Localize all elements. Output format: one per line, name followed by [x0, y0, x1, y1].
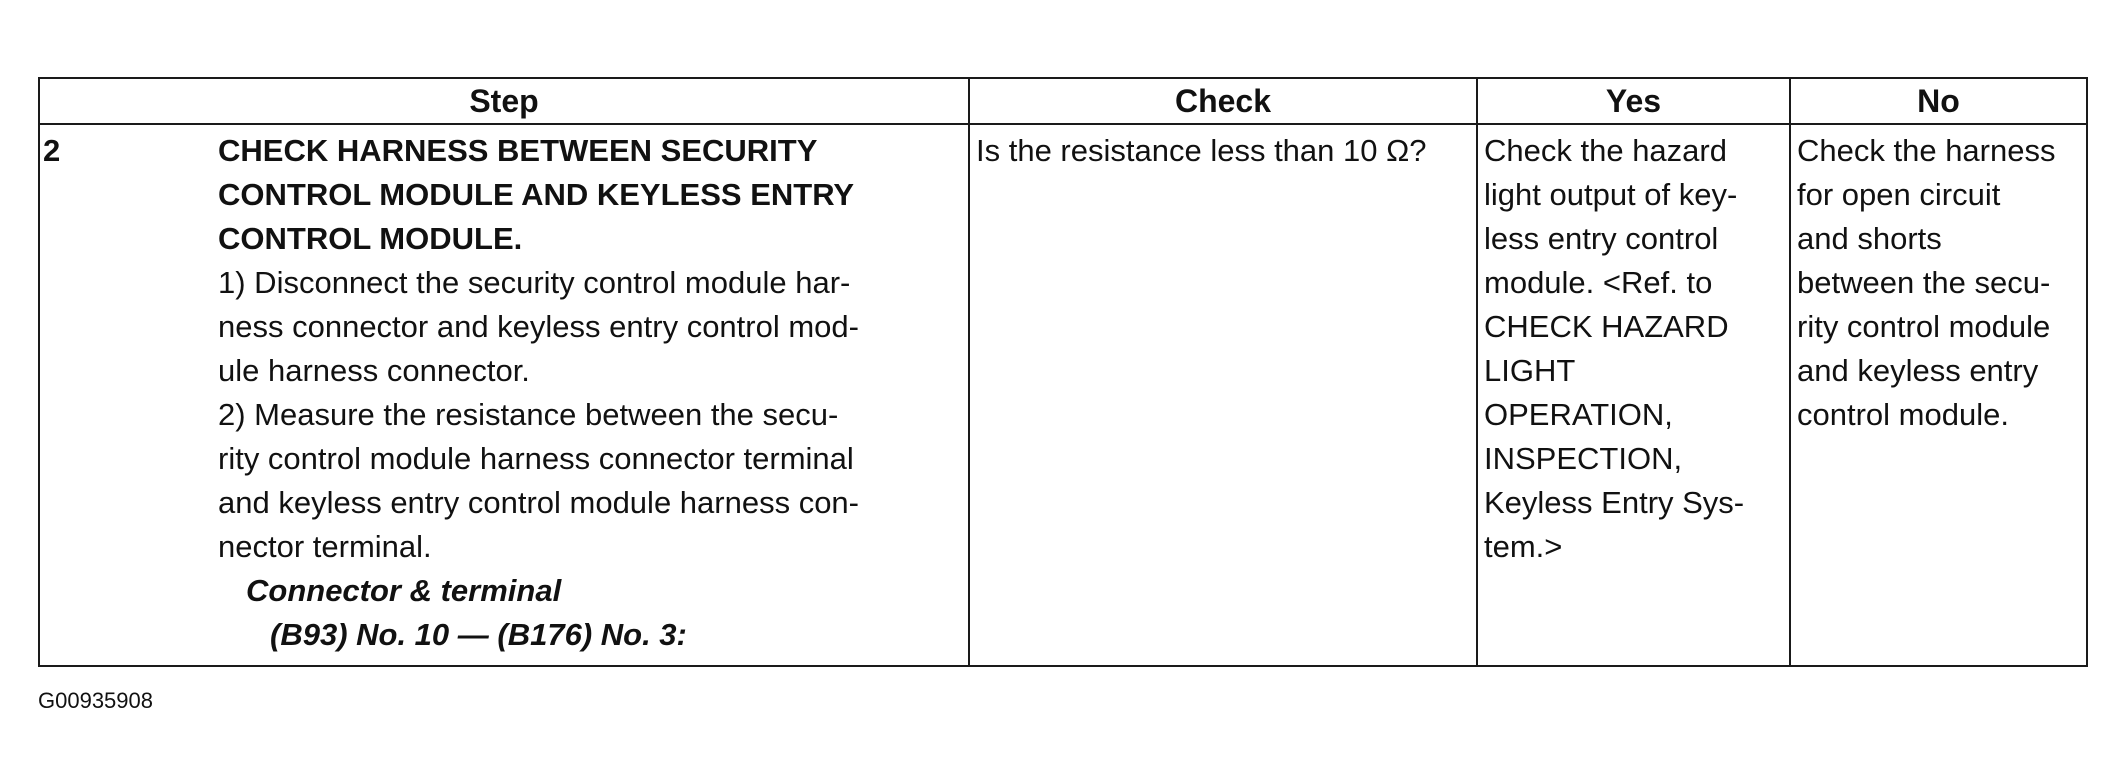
step-instruction-line: nector terminal. — [218, 529, 432, 564]
step-instruction-line: and keyless entry control module harness con- — [218, 485, 859, 520]
check-cell — [969, 124, 1477, 666]
table-header-row — [39, 78, 2087, 124]
no-action-line: and shorts — [1797, 221, 1942, 256]
no-action-line: for open circuit — [1797, 177, 2001, 212]
diagnostic-step-table — [38, 77, 2088, 667]
check-question: Is the resistance less than 10 Ω? — [976, 133, 1427, 168]
table-row — [39, 124, 2087, 666]
step-instruction-line: ness connector and keyless entry control mod- — [218, 309, 859, 344]
no-action-line: and keyless entry — [1797, 353, 2039, 388]
yes-action-line: LIGHT — [1484, 353, 1576, 388]
step-instruction-line: ule harness connector. — [218, 353, 530, 388]
yes-action-line: tem.> — [1484, 529, 1563, 564]
yes-action-line: less entry control — [1484, 221, 1719, 256]
header-no: No — [1790, 78, 2087, 124]
no-action-line: between the secu- — [1797, 265, 2051, 300]
yes-action-line: INSPECTION, — [1484, 441, 1683, 476]
step-body — [218, 125, 968, 657]
no-action-line: rity control module — [1797, 309, 2051, 344]
yes-action-line: CHECK HAZARD — [1484, 309, 1729, 344]
yes-action-line: Keyless Entry Sys- — [1484, 485, 1745, 520]
yes-action-line: OPERATION, — [1484, 397, 1673, 432]
step-title-line: CHECK HARNESS BETWEEN SECURITY — [218, 133, 818, 168]
header-check: Check — [969, 78, 1477, 124]
step-instruction-line: rity control module harness connector terminal — [218, 441, 854, 476]
no-action-line: Check the harness — [1797, 133, 2056, 168]
step-number: 2 — [43, 133, 61, 168]
header-step: Step — [39, 78, 969, 124]
connector-terminal-label: Connector & terminal — [246, 573, 562, 608]
header-yes: Yes — [1477, 78, 1790, 124]
step-instruction-line: 1) Disconnect the security control module har- — [218, 265, 851, 300]
step-instruction-line: 2) Measure the resistance between the secu- — [218, 397, 839, 432]
yes-action-line: Check the hazard — [1484, 133, 1727, 168]
yes-action-line: module. <Ref. to — [1484, 265, 1713, 300]
no-action-line: control module. — [1797, 397, 2009, 432]
yes-cell — [1477, 124, 1790, 666]
step-title-line: CONTROL MODULE AND KEYLESS ENTRY — [218, 177, 855, 212]
figure-code: G00935908 — [38, 688, 153, 713]
no-cell — [1790, 124, 2087, 666]
connector-terminal-value: (B93) No. 10 — (B176) No. 3: — [270, 617, 687, 652]
step-title-line: CONTROL MODULE. — [218, 221, 523, 256]
yes-action-line: light output of key- — [1484, 177, 1738, 212]
step-cell — [39, 124, 969, 666]
